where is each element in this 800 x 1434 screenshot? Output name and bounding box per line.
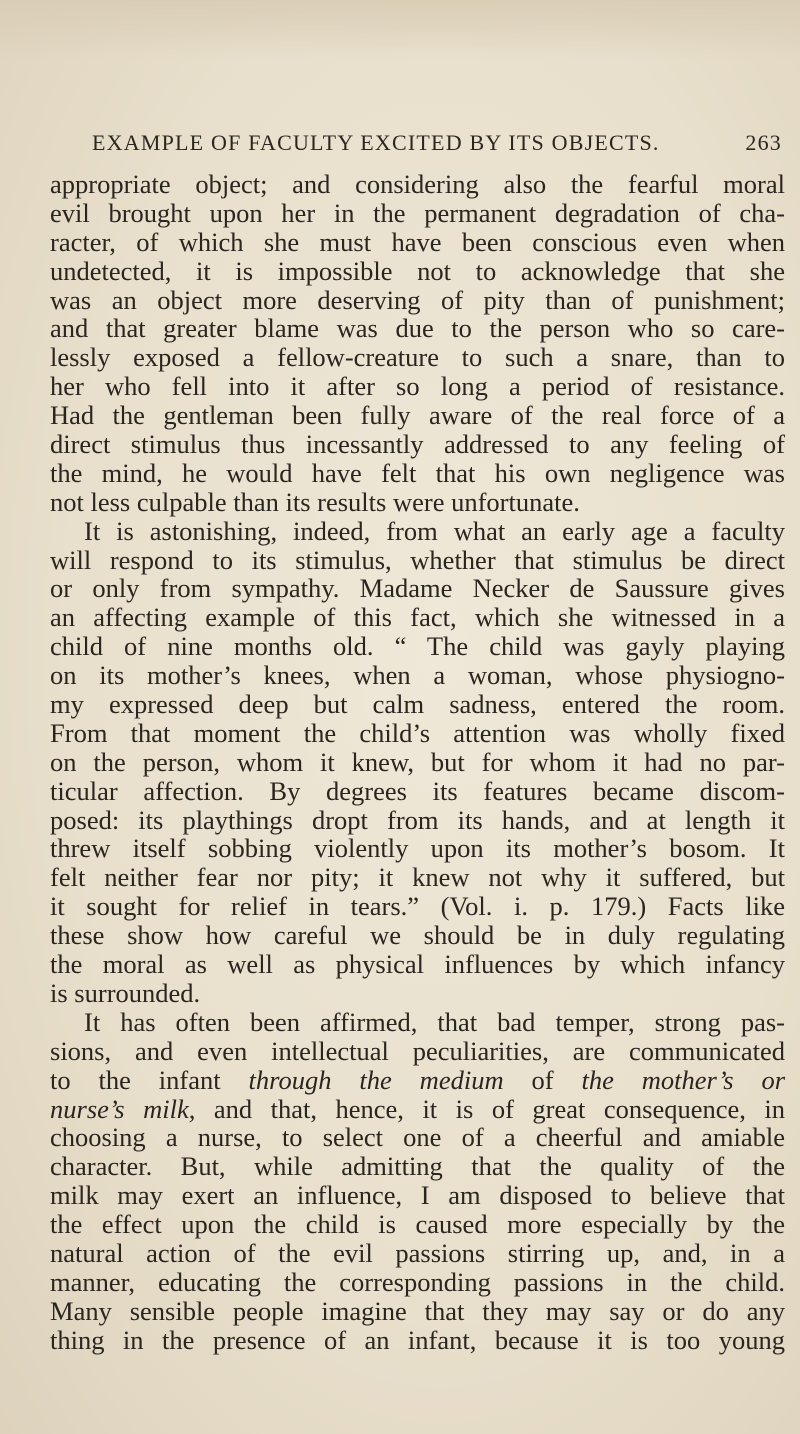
page-number: 263 <box>745 130 782 155</box>
paragraph-start-line: It has often been affirmed, that bad temper, strong pas- <box>84 1006 785 1037</box>
text-line: an affecting example of this fact, which she witnessed in a <box>50 602 785 633</box>
text-line: these show how careful we should be in duly regulating <box>50 920 785 951</box>
text-line: sions, and even intellectual peculiarities, are communicated <box>50 1035 785 1066</box>
text-line: choosing a nurse, to select one of a cheerful and amiable <box>50 1122 785 1153</box>
text-line: not less culpable than its results were unfortunate. <box>50 486 580 517</box>
text-line: manner, educating the corresponding passions in the child. <box>50 1266 785 1297</box>
text-line: ticular affection. By degrees its features became discom- <box>50 775 785 806</box>
text-line: on the person, whom it knew, but for whom it had no par- <box>50 746 785 777</box>
text-line: character. But, while admitting that the quality of the <box>50 1151 785 1182</box>
text-line: milk may exert an influence, I am disposed to believe that <box>50 1180 785 1211</box>
text-line: or only from sympathy. Madame Necker de Saussure gives <box>50 573 785 604</box>
text-line: the moral as well as physical influences by which infancy <box>50 949 785 980</box>
text-segment: and that, hence, it is of great consequence, in <box>213 1093 786 1124</box>
body-text <box>50 170 785 1355</box>
running-title: EXAMPLE OF FACULTY EXCITED BY ITS OBJECTS. <box>92 130 660 155</box>
text-line: and that greater blame was due to the person who so care- <box>50 313 785 344</box>
text-line: undetected, it is impossible not to acknowledge that she <box>50 255 785 286</box>
text-line: thing in the presence of an infant, because it is too young <box>50 1324 785 1355</box>
text-line: will respond to its stimulus, whether that stimulus be direct <box>50 544 785 575</box>
text-line-with-italics <box>50 1066 785 1095</box>
text-line: it sought for relief in tears.” (Vol. i. p. 179.) Facts like <box>50 891 785 922</box>
text-line: evil brought upon her in the permanent degradation of cha- <box>50 197 785 228</box>
paragraph-start-line: It is astonishing, indeed, from what an early age a faculty <box>84 515 785 546</box>
italic-segment: the mother’s or <box>581 1064 786 1095</box>
italic-segment: through the medium <box>248 1064 504 1095</box>
text-line: felt neither fear nor pity; it knew not why it suffered, but <box>50 862 785 893</box>
text-line: on its mother’s knees, when a woman, whose physiogno- <box>50 660 785 691</box>
text-line: lessly exposed a fellow-creature to such a snare, than to <box>50 342 785 373</box>
text-line: is surrounded. <box>50 977 201 1008</box>
text-segment: to the infant <box>50 1064 221 1095</box>
text-line: posed: its playthings dropt from its hands, and at length it <box>50 804 785 835</box>
text-line: Many sensible people imagine that they may say or do any <box>50 1295 785 1326</box>
text-line: was an object more deserving of pity than of punishment; <box>50 284 785 315</box>
text-line: her who fell into it after so long a period of resistance. <box>50 371 785 402</box>
text-line: racter, of which she must have been conscious even when <box>50 226 785 257</box>
text-line: the mind, he would have felt that his own negligence was <box>50 457 785 488</box>
text-line: threw itself sobbing violently upon its mother’s bosom. It <box>50 833 785 864</box>
text-segment: of <box>531 1064 554 1095</box>
running-head <box>92 130 782 156</box>
text-line: the effect upon the child is caused more especially by the <box>50 1209 785 1240</box>
page-edge-shadow <box>0 0 800 60</box>
text-line: appropriate object; and considering also the fearful moral <box>50 169 785 199</box>
text-line: child of nine months old. “ The child was gayly playing <box>50 631 785 662</box>
text-line: my expressed deep but calm sadness, entered the room. <box>50 689 785 720</box>
text-line-with-italics <box>50 1095 785 1124</box>
text-line: Had the gentleman been fully aware of the real force of a <box>50 400 785 431</box>
text-line: natural action of the evil passions stirring up, and, in a <box>50 1237 785 1268</box>
italic-segment: nurse’s milk, <box>50 1093 196 1124</box>
text-line: From that moment the child’s attention was wholly fixed <box>50 717 785 748</box>
text-line: direct stimulus thus incessantly addressed to any feeling of <box>50 429 785 460</box>
